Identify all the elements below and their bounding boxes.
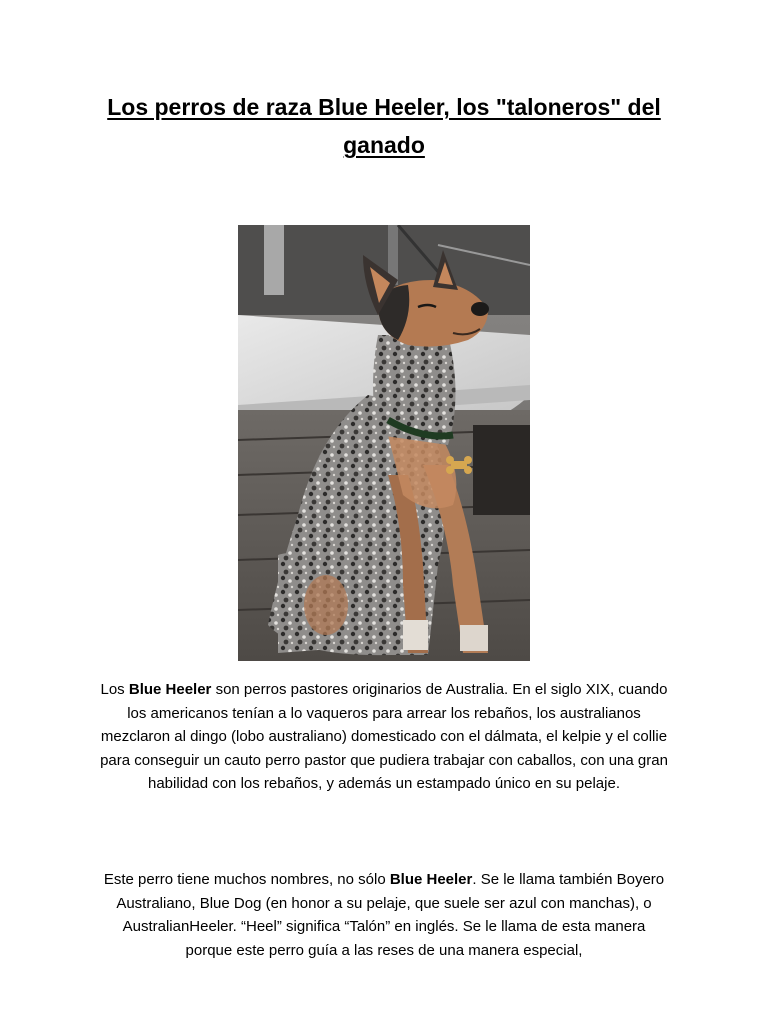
paragraph-names-text-start: Este perro tiene muchos nombres, no sólo xyxy=(103,871,390,888)
dog-photo-illustration xyxy=(238,225,530,661)
paragraph-names-breed-name: Blue Heeler xyxy=(389,871,473,888)
paragraph-origin xyxy=(100,678,668,796)
blue-heeler-photo xyxy=(238,225,530,661)
paragraph-origin-text-start: Los xyxy=(100,681,129,698)
paragraph-origin-breed-name: Blue Heeler xyxy=(128,681,212,698)
paragraph-names xyxy=(100,868,668,962)
paragraph-origin-text-rest: son perros pastores originarios de Australia. En el siglo XIX, cuando los americanos tenían a lo vaqueros para arrear los rebaños, los australianos mezclaron al dingo (lobo australiano) domesticado con el dálmata, el kelpie y el collie para conseguir un cauto perro pastor que pudiera trabajar con caballos, con una gran habilidad con los rebaños, y además un estampado único en su pelaje. xyxy=(100,681,668,792)
document-title: Los perros de raza Blue Heeler, los "taloneros" del ganado xyxy=(107,94,661,158)
paragraph-names-text-rest: . Se le llama también Boyero Australiano, Blue Dog (en honor a su pelaje, que suele ser azul con manchas), o AustralianHeeler. “Heel” significa “Talón” en inglés. Se le llama de esta manera porque este perro guía a las reses de una manera especial, xyxy=(116,871,665,959)
